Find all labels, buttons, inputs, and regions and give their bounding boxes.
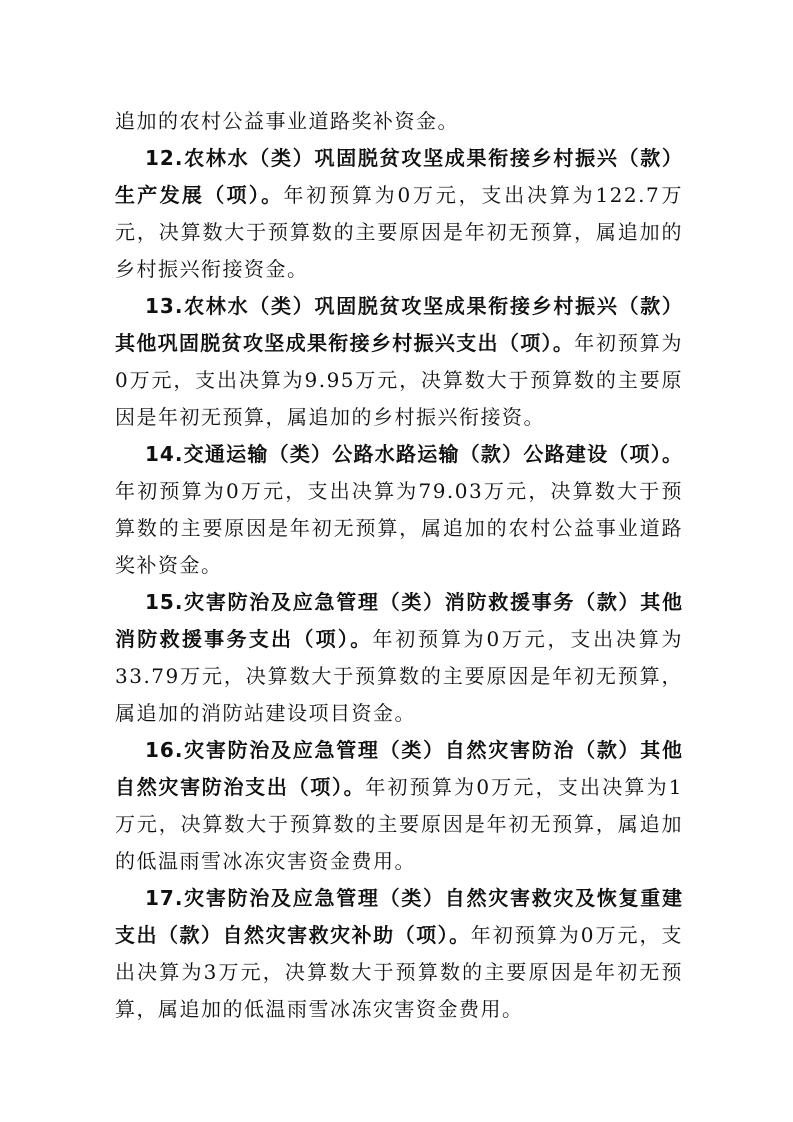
item-15-heading: 15.灾害防治及应急管理（类）消防救援事务（款）其他消防救援事务支出（项）。 bbox=[115, 590, 683, 651]
item-13-body: 年初预算为0万元，支出决算为9.95万元，决算数大于预算数的主要原因是年初无预算，属追加的乡村振兴衔接资。 bbox=[115, 331, 684, 429]
item-13-heading: 13.农林水（类）巩固脱贫攻坚成果衔接乡村振兴（款）其他巩固脱贫攻坚成果衔接乡村振兴支出（项）。 bbox=[115, 294, 683, 355]
item-17-body: 年初预算为0万元，支出决算为3万元，决算数大于预算数的主要原因是年初无预算，属追加的低温雨雪冰冻灾害资金费用。 bbox=[115, 923, 684, 1021]
item-12-paragraph bbox=[115, 140, 683, 288]
item-17-paragraph bbox=[115, 880, 683, 1028]
item-15-paragraph bbox=[115, 584, 683, 732]
item-14-paragraph bbox=[115, 436, 683, 584]
item-13-paragraph bbox=[115, 288, 683, 436]
item-15-body: 年初预算为0万元，支出决算为33.79万元，决算数大于预算数的主要原因是年初无预算，属追加的消防站建设项目资金。 bbox=[115, 627, 684, 725]
item-16-paragraph bbox=[115, 732, 683, 880]
item-12-heading: 12.农林水（类）巩固脱贫攻坚成果衔接乡村振兴（款）生产发展（项）。 bbox=[115, 146, 683, 207]
item-16-body: 年初预算为0万元，支出决算为1万元，决算数大于预算数的主要原因是年初无预算，属追加的低温雨雪冰冻灾害资金费用。 bbox=[115, 775, 684, 873]
item-16-heading: 16.灾害防治及应急管理（类）自然灾害防治（款）其他自然灾害防治支出（项）。 bbox=[115, 738, 683, 799]
item-14-body: 年初预算为0万元，支出决算为79.03万元，决算数大于预算数的主要原因是年初无预算，属追加的农村公益事业道路奖补资金。 bbox=[115, 479, 683, 577]
item-17-heading: 17.灾害防治及应急管理（类）自然灾害救灾及恢复重建支出（款）自然灾害救灾补助（项）。 bbox=[115, 886, 683, 947]
item-12-body: 年初预算为0万元，支出决算为122.7万元，决算数大于预算数的主要原因是年初无预算，属追加的乡村振兴衔接资金。 bbox=[115, 183, 684, 281]
item-14-heading: 14.交通运输（类）公路水路运输（款）公路建设（项）。 bbox=[145, 442, 683, 466]
continuation-paragraph: 追加的农村公益事业道路奖补资金。 bbox=[115, 109, 459, 133]
